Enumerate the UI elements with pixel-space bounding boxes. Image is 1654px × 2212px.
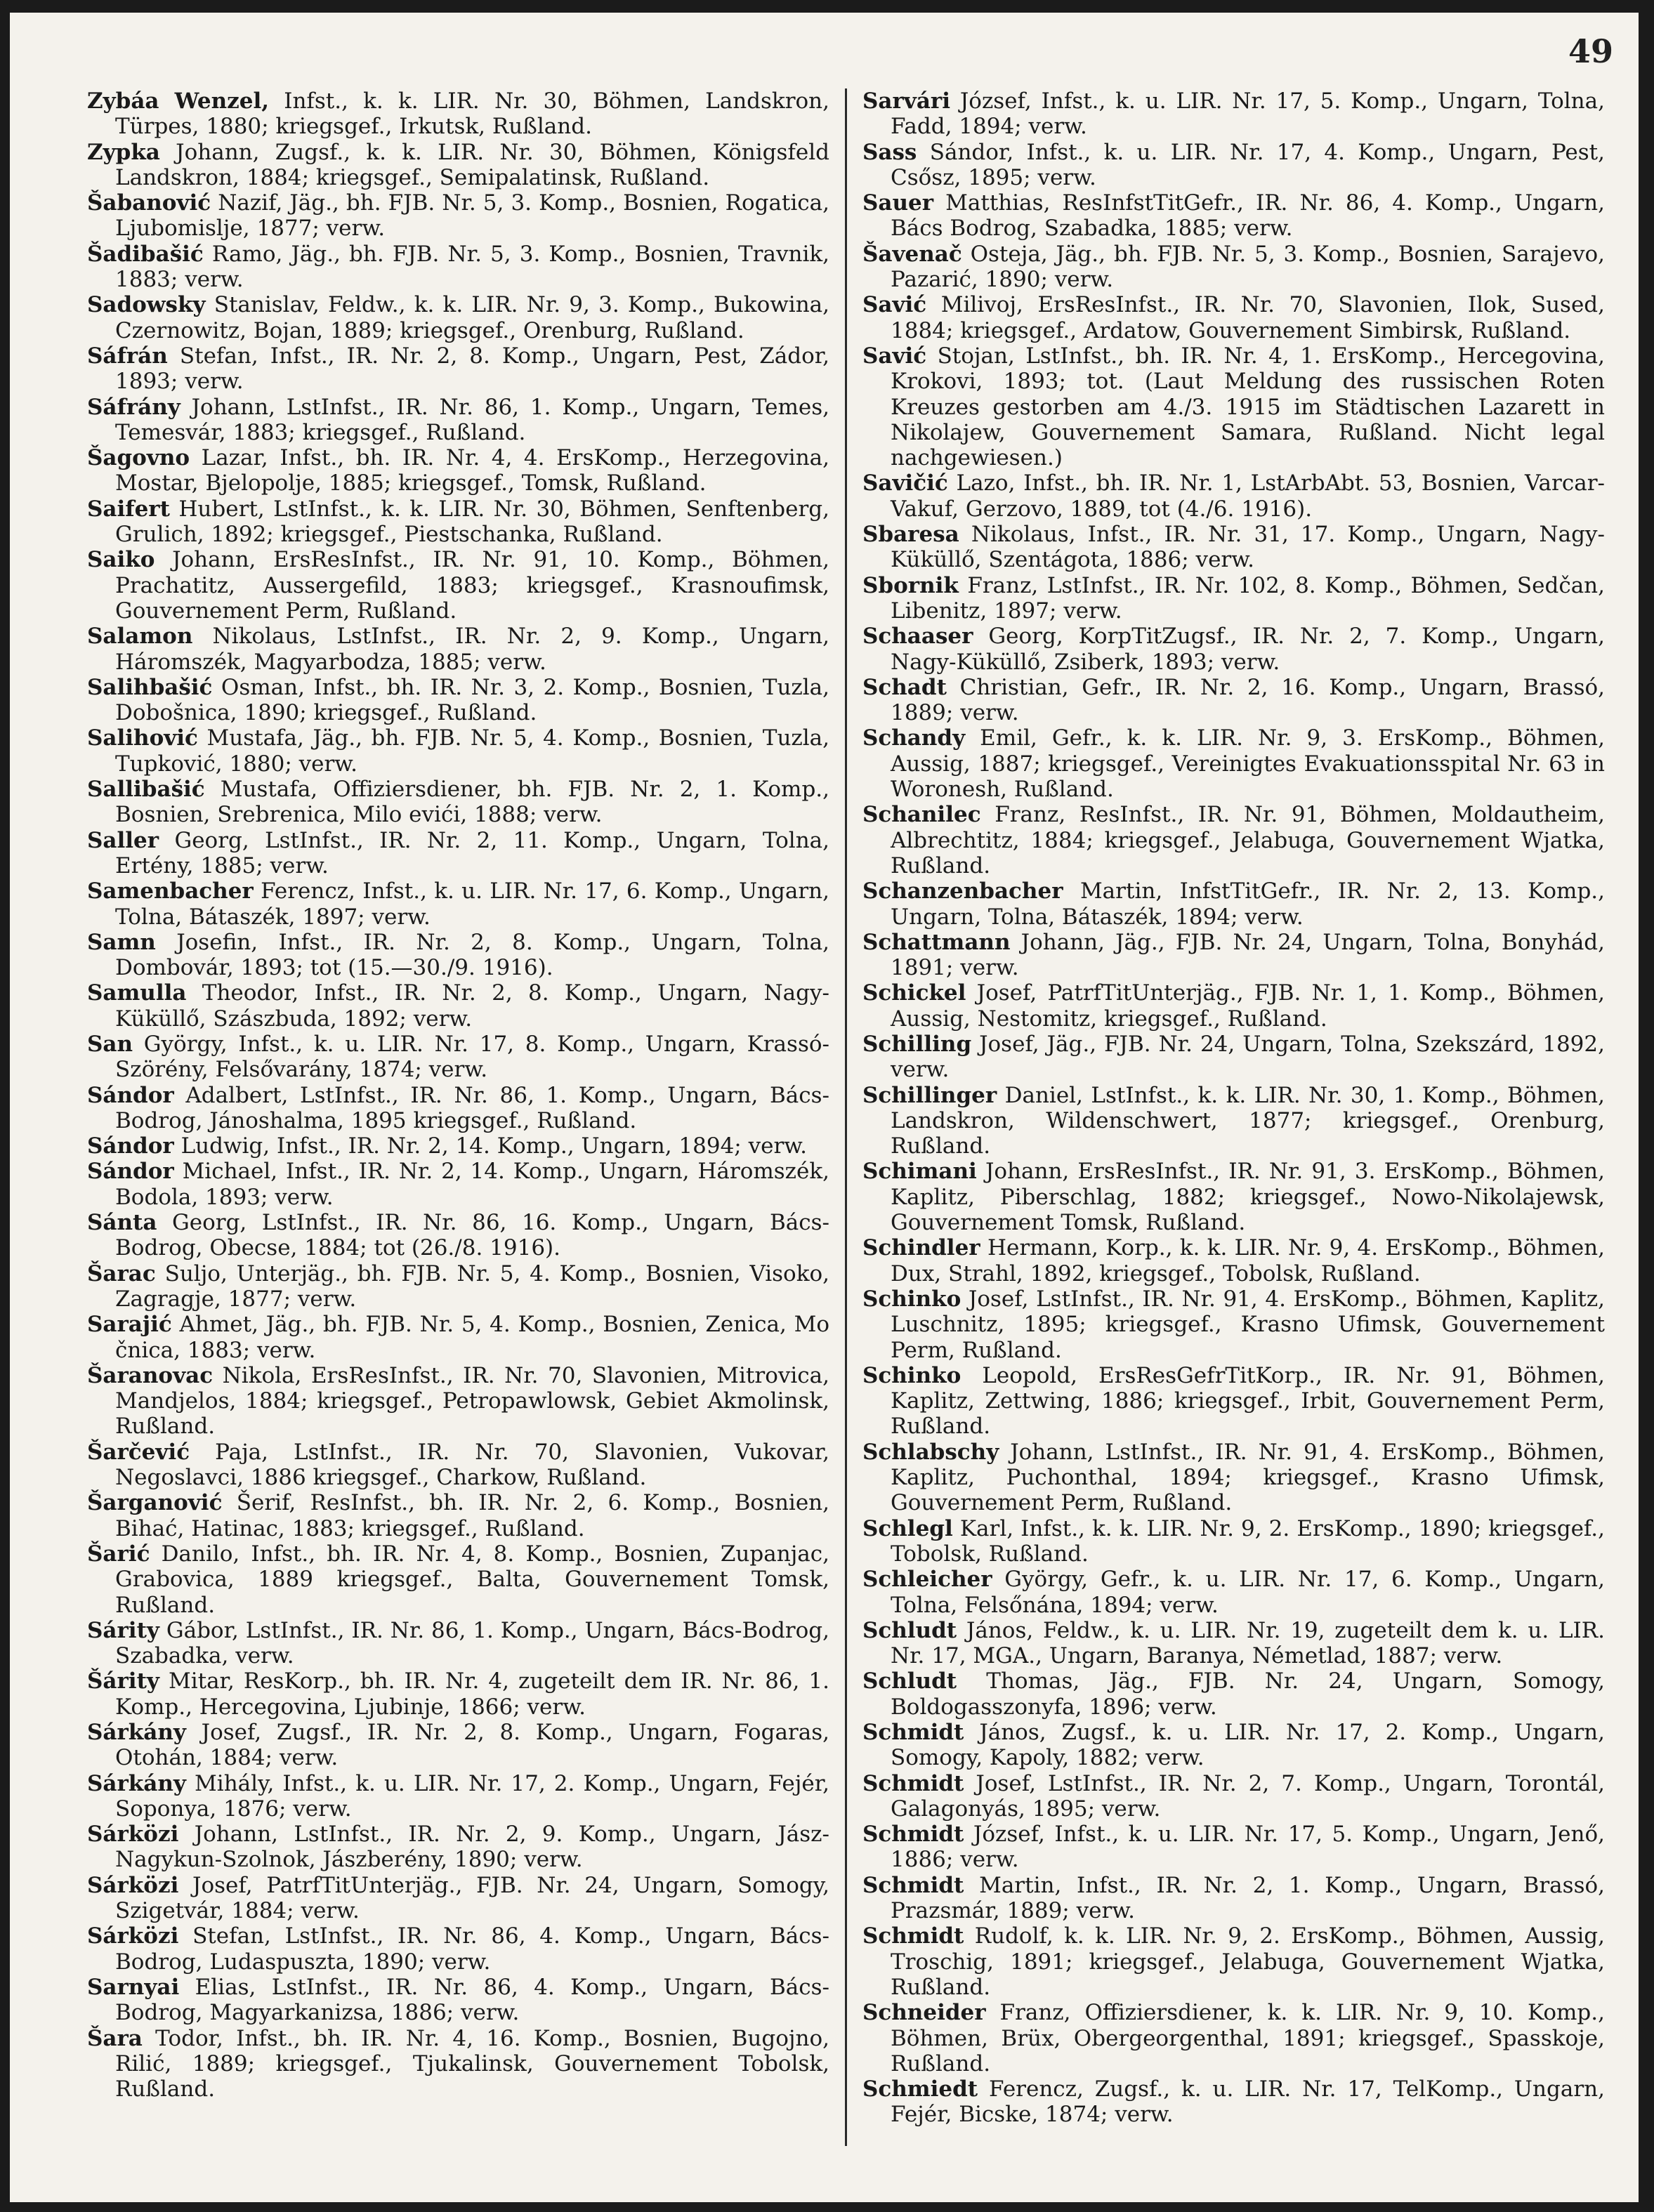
register-entry — [862, 292, 1605, 343]
entry-surname: Schaaser — [862, 624, 973, 650]
entry-surname: Samulla — [87, 980, 187, 1006]
entry-details: Johann, Zugsf., k. k. LIR. Nr. 30, Böhmen, Königsfeld Landskron, 1884; kriegsgef., Semipalatinsk, Rußland. — [115, 139, 829, 190]
register-entry — [87, 1771, 829, 1822]
register-entry — [87, 140, 829, 191]
entry-surname: Šarić — [87, 1541, 150, 1567]
entry-surname: Sass — [862, 139, 917, 165]
entry-surname: Sárity — [87, 1617, 159, 1643]
register-entry — [87, 624, 829, 675]
entry-details: Thomas, Jäg., FJB. Nr. 24, Ungarn, Somogy, Boldogasszonyfa, 1896; verw. — [891, 1668, 1605, 1720]
entry-details: János, Feldw., k. u. LIR. Nr. 19, zugeteilt dem k. u. LIR. Nr. 17, MGA., Ungarn, Baranya, Németlad, 1887; verw. — [891, 1617, 1605, 1669]
register-entry — [87, 292, 829, 343]
register-entry — [87, 88, 829, 140]
entry-surname: Samenbacher — [87, 878, 254, 904]
entry-surname: Sallibašić — [87, 777, 205, 803]
entry-surname: Schadt — [862, 674, 947, 700]
entry-surname: Sarnyai — [87, 1974, 180, 2000]
register-entry — [87, 1720, 829, 1771]
entry-surname: Sárközi — [87, 1872, 179, 1898]
register-entry — [862, 190, 1605, 242]
register-entry — [862, 140, 1605, 191]
entry-details: Leopold, ErsResGefrTitKorp., IR. Nr. 91, Böhmen, Kaplitz, Zettwing, 1886; kriegsgef., Irbit, Gouvernement Perm, Rußland. — [891, 1362, 1605, 1440]
entry-details: Rudolf, k. k. LIR. Nr. 9, 2. ErsKomp., Böhmen, Aussig, Troschig, 1891; kriegsgef., Jelabuga, Gouvernement Wjatka, Rußland. — [891, 1923, 1605, 2000]
entry-details: Johann, ErsResInfst., IR. Nr. 91, 3. ErsKomp., Böhmen, Kaplitz, Piberschlag, 1882; kriegsgef., Nowo-Nikolajewsk, Gouvernement Tomsk, Rußland. — [891, 1159, 1605, 1236]
entry-surname: Schmidt — [862, 1770, 964, 1796]
entry-surname: Šara — [87, 2025, 143, 2051]
entry-details: Johann, Jäg., FJB. Nr. 24, Ungarn, Tolna, Bonyhád, 1891; verw. — [891, 929, 1605, 981]
register-entry — [87, 878, 829, 930]
register-entry — [862, 624, 1605, 675]
entry-details: Josef, Jäg., FJB. Nr. 24, Ungarn, Tolna, Szekszárd, 1892, verw. — [891, 1031, 1605, 1083]
register-entry — [862, 1516, 1605, 1567]
register-entry — [87, 1440, 829, 1491]
register-entry — [87, 1873, 829, 1924]
columns — [87, 88, 1605, 2146]
entry-surname: Sánta — [87, 1210, 157, 1236]
register-entry — [87, 828, 829, 879]
entry-details: Michael, Infst., IR. Nr. 2, 14. Komp., Ungarn, Háromszék, Bodola, 1893; verw. — [115, 1159, 830, 1210]
register-entry — [87, 395, 829, 446]
entry-surname: Sándor — [87, 1159, 174, 1185]
entry-details: Mustafa, Offiziersdiener, bh. FJB. Nr. 2, 1. Komp., Bosnien, Srebrenica, Milo evići, 1888; verw. — [115, 777, 830, 828]
register-entry — [87, 547, 829, 624]
entry-details: Josefin, Infst., IR. Nr. 2, 8. Komp., Ungarn, Tolna, Dombovár, 1893; tot (15.—30./9. 1916). — [115, 929, 830, 981]
entry-details: Šerif, ResInfst., bh. IR. Nr. 2, 6. Komp., Bosnien, Bihać, Hatinac, 1883; kriegsgef., Rußland. — [115, 1490, 829, 1541]
register-entry — [862, 725, 1605, 802]
entry-surname: Schillinger — [862, 1082, 997, 1108]
entry-details: Lazar, Infst., bh. IR. Nr. 4, 4. ErsKomp., Herzegovina, Mostar, Bjelopolje, 1885; kriegsgef., Tomsk, Rußland. — [115, 445, 829, 496]
entry-surname: Schmiedt — [862, 2076, 978, 2102]
register-entry — [862, 1159, 1605, 1235]
entry-details: Stefan, LstInfst., IR. Nr. 86, 4. Komp., Ungarn, Bács-Bodrog, Ludaspuszta, 1890; verw. — [115, 1923, 829, 1975]
entry-details: Josef, LstInfst., IR. Nr. 91, 4. ErsKomp., Böhmen, Kaplitz, Luschnitz, 1895; kriegsgef., Krasno Ufimsk, Gouvernement Perm, Rußland. — [891, 1286, 1605, 1363]
entry-surname: Saiko — [87, 547, 155, 573]
entry-surname: Schludt — [862, 1617, 957, 1643]
register-entry — [862, 1286, 1605, 1363]
entry-surname: Schinko — [862, 1362, 961, 1388]
entry-surname: Šagovno — [87, 445, 190, 471]
entry-details: Johann, ErsResInfst., IR. Nr. 91, 10. Komp., Böhmen, Prachatitz, Aussergefild, 1883; kriegsgef., Krasnoufimsk, Gouvernement Perm, Rußland. — [115, 547, 829, 624]
entry-details: Georg, KorpTitZugsf., IR. Nr. 2, 7. Komp., Ungarn, Nagy-Küküllő, Zsiberk, 1893; verw. — [891, 624, 1605, 675]
entry-details: Emil, Gefr., k. k. LIR. Nr. 9, 3. ErsKomp., Böhmen, Aussig, 1887; kriegsgef., Vereinigtes Evakuationsspital Nr. 63 in Woronesh, Rußland. — [891, 725, 1605, 803]
entry-surname: Šavenač — [862, 241, 962, 267]
entry-details: Nazif, Jäg., bh. FJB. Nr. 5, 3. Komp., Bosnien, Rogatica, Ljubomislje, 1877; verw. — [115, 190, 829, 242]
entry-surname: Salihbašić — [87, 674, 213, 700]
entry-surname: Šárity — [87, 1668, 159, 1694]
entry-surname: Šarac — [87, 1260, 156, 1286]
entry-surname: Savić — [862, 292, 927, 318]
entry-details: Georg, LstInfst., IR. Nr. 86, 16. Komp., Ungarn, Bács-Bodrog, Obecse, 1884; tot (26./8. 1916). — [115, 1210, 829, 1261]
register-entry — [862, 1822, 1605, 1873]
entry-details: Suljo, Unterjäg., bh. FJB. Nr. 5, 4. Komp., Bosnien, Visoko, Zagragje, 1877; verw. — [115, 1260, 829, 1312]
entry-details: Franz, ResInfst., IR. Nr. 91, Böhmen, Moldautheim, Albrechtitz, 1884; kriegsgef., Jelabuga, Gouvernement Wjatka, Rußland. — [891, 802, 1605, 878]
right-column — [845, 88, 1605, 2146]
register-entry — [862, 1771, 1605, 1822]
entry-surname: Salamon — [87, 624, 193, 650]
entry-surname: Schindler — [862, 1235, 980, 1261]
register-entry — [87, 1541, 829, 1618]
register-entry — [862, 1923, 1605, 2000]
register-entry — [862, 88, 1605, 140]
register-entry — [87, 1083, 829, 1134]
register-entry — [87, 1210, 829, 1261]
entry-surname: Saller — [87, 827, 159, 853]
register-entry — [862, 1567, 1605, 1618]
entry-surname: Zypka — [87, 139, 160, 165]
entry-details: János, Zugsf., k. u. LIR. Nr. 17, 2. Komp., Ungarn, Somogy, Kapoly, 1882; verw. — [891, 1720, 1605, 1771]
entry-surname: Šadibašić — [87, 241, 204, 267]
entry-details: Mitar, ResKorp., bh. IR. Nr. 4, zugeteilt dem IR. Nr. 86, 1. Komp., Hercegovina, Ljubinje, 1866; verw. — [115, 1668, 829, 1720]
register-entry — [87, 1490, 829, 1541]
entry-details: Nikolaus, LstInfst., IR. Nr. 2, 9. Komp., Ungarn, Háromszék, Magyarbodza, 1885; verw. — [115, 624, 829, 675]
entry-surname: Schmidt — [862, 1923, 964, 1949]
entry-details: Mustafa, Jäg., bh. FJB. Nr. 5, 4. Komp., Bosnien, Tuzla, Tupković, 1880; verw. — [115, 725, 829, 777]
entry-surname: Sadowsky — [87, 292, 206, 318]
register-entry — [862, 1873, 1605, 1924]
entry-details: Adalbert, LstInfst., IR. Nr. 86, 1. Komp., Ungarn, Bács-Bodrog, Jánoshalma, 1895 kriegsgef., Rußland. — [115, 1082, 830, 1133]
entry-surname: Sárközi — [87, 1822, 179, 1848]
register-entry — [87, 1975, 829, 2026]
register-entry — [87, 725, 829, 777]
register-entry — [87, 1923, 829, 1975]
entry-details: Stanislav, Feldw., k. k. LIR. Nr. 9, 3. Komp., Bukowina, Czernowitz, Bojan, 1889; kriegsgef., Orenburg, Rußland. — [115, 292, 830, 343]
entry-details: Ahmet, Jäg., bh. FJB. Nr. 5, 4. Komp., Bosnien, Zenica, Mo čnica, 1883; verw. — [115, 1312, 829, 1363]
entry-surname: Schandy — [862, 725, 966, 751]
register-entry — [862, 1235, 1605, 1286]
register-entry — [87, 675, 829, 726]
register-entry — [862, 573, 1605, 624]
entry-surname: Schmidt — [862, 1872, 964, 1898]
entry-details: Infst., k. k. LIR. Nr. 30, Böhmen, Landskron, Türpes, 1880; kriegsgef., Irkutsk, Rußland. — [115, 88, 829, 140]
entry-details: Martin, Infst., IR. Nr. 2, 1. Komp., Ungarn, Brassó, Prazsmár, 1889; verw. — [891, 1872, 1605, 1924]
register-entry — [87, 1261, 829, 1312]
register-entry — [862, 1618, 1605, 1669]
register-entry — [87, 1363, 829, 1440]
entry-details: Nikolaus, Infst., IR. Nr. 31, 17. Komp., Ungarn, Nagy-Küküllő, Szentágota, 1886; verw. — [891, 522, 1605, 573]
entry-details: Josef, PatrfTitUnterjäg., FJB. Nr. 24, Ungarn, Somogy, Szigetvár, 1884; verw. — [115, 1872, 830, 1924]
entry-surname: Savić — [862, 343, 927, 369]
entry-surname: Schludt — [862, 1668, 957, 1694]
register-entry — [862, 675, 1605, 726]
entry-details: József, Infst., k. u. LIR. Nr. 17, 5. Komp., Ungarn, Tolna, Fadd, 1894; verw. — [891, 88, 1605, 140]
register-entry — [862, 522, 1605, 573]
entry-details: Sándor, Infst., k. u. LIR. Nr. 17, 4. Komp., Ungarn, Pest, Csősz, 1895; verw. — [891, 139, 1605, 190]
entry-details: Milivoj, ErsResInfst., IR. Nr. 70, Slavonien, Ilok, Sused, 1884; kriegsgef., Ardatow, Gouvernement Simbirsk, Rußland. — [891, 292, 1605, 343]
entry-surname: Sáfrán — [87, 343, 168, 369]
entry-details: Georg, LstInfst., IR. Nr. 2, 11. Komp., Ungarn, Tolna, Ertény, 1885; verw. — [115, 827, 829, 878]
register-entry — [87, 1159, 829, 1210]
entry-details: Elias, LstInfst., IR. Nr. 86, 4. Komp., Ungarn, Bács-Bodrog, Magyarkanizsa, 1886; verw. — [115, 1974, 829, 2026]
register-entry — [862, 1083, 1605, 1159]
entry-details: Gábor, LstInfst., IR. Nr. 86, 1. Komp., Ungarn, Bács-Bodrog, Szabadka, verw. — [115, 1617, 829, 1669]
register-entry — [87, 1032, 829, 1083]
entry-details: Osteja, Jäg., bh. FJB. Nr. 5, 3. Komp., Bosnien, Sarajevo, Pazarić, 1890; verw. — [891, 241, 1605, 293]
entry-surname: Šabanović — [87, 190, 211, 216]
register-entry — [87, 1618, 829, 1669]
entry-details: Osman, Infst., bh. IR. Nr. 3, 2. Komp., Bosnien, Tuzla, Dobošnica, 1890; kriegsgef., Rußland. — [115, 674, 829, 726]
entry-surname: Schneider — [862, 2000, 986, 2026]
register-entry — [87, 1668, 829, 1720]
entry-details: Franz, Offiziersdiener, k. k. LIR. Nr. 9, 10. Komp., Böhmen, Brüx, Obergeorgenthal, 1891; kriegsgef., Spasskoje, Rußland. — [891, 2000, 1605, 2076]
register-entry — [862, 1668, 1605, 1720]
entry-details: Matthias, ResInfstTitGefr., IR. Nr. 86, 4. Komp., Ungarn, Bács Bodrog, Szabadka, 1885; verw. — [891, 190, 1605, 242]
entry-surname: Sarvári — [862, 88, 951, 114]
entry-surname: Sárkány — [87, 1770, 186, 1796]
entry-details: György, Gefr., k. u. LIR. Nr. 17, 6. Komp., Ungarn, Tolna, Felsőnána, 1894; verw. — [891, 1567, 1605, 1618]
entry-details: Mihály, Infst., k. u. LIR. Nr. 17, 2. Komp., Ungarn, Fejér, Soponya, 1876; verw. — [115, 1770, 830, 1822]
entry-surname: Schleicher — [862, 1567, 992, 1593]
entry-surname: Schimani — [862, 1159, 977, 1185]
page-number: 49 — [1568, 32, 1613, 70]
entry-details: Franz, LstInfst., IR. Nr. 102, 8. Komp., Böhmen, Sedčan, Libenitz, 1897; verw. — [891, 572, 1605, 624]
register-entry — [87, 1822, 829, 1873]
register-entry — [862, 1363, 1605, 1440]
entry-surname: Schanzenbacher — [862, 878, 1063, 904]
register-entry — [87, 1133, 829, 1159]
entry-details: Johann, LstInfst., IR. Nr. 86, 1. Komp., Ungarn, Temes, Temesvár, 1883; kriegsgef., Rußland. — [115, 394, 829, 445]
entry-surname: Sarajić — [87, 1312, 172, 1338]
register-entry — [87, 2026, 829, 2102]
register-entry — [862, 1720, 1605, 1771]
register-entry — [862, 242, 1605, 293]
register-entry — [862, 343, 1605, 470]
entry-surname: Schlabschy — [862, 1439, 999, 1465]
register-entry — [862, 878, 1605, 930]
left-column — [87, 88, 845, 2146]
entry-details: Theodor, Infst., IR. Nr. 2, 8. Komp., Ungarn, Nagy-Küküllő, Szászbuda, 1892; verw. — [115, 980, 829, 1032]
entry-details: József, Infst., k. u. LIR. Nr. 17, 5. Komp., Ungarn, Jenő, 1886; verw. — [891, 1822, 1605, 1873]
register-entry — [87, 242, 829, 293]
entry-details: Martin, InfstTitGefr., IR. Nr. 2, 13. Komp., Ungarn, Tolna, Bátaszék, 1894; verw. — [891, 878, 1605, 930]
entry-details: György, Infst., k. u. LIR. Nr. 17, 8. Komp., Ungarn, Krassó-Szörény, Felsővarány, 1874; verw. — [115, 1031, 829, 1083]
register-entry — [87, 777, 829, 828]
entry-surname: Sbaresa — [862, 522, 959, 548]
entry-surname: Sándor — [87, 1082, 174, 1108]
entry-surname: Sauer — [862, 190, 934, 216]
entry-surname: Saifert — [87, 496, 170, 522]
entry-surname: Schlegl — [862, 1515, 953, 1541]
register-entry — [87, 445, 829, 496]
register-entry — [862, 1032, 1605, 1083]
register-entry — [87, 980, 829, 1032]
entry-surname: Samn — [87, 929, 156, 955]
entry-details: Hermann, Korp., k. k. LIR. Nr. 9, 4. ErsKomp., Böhmen, Dux, Strahl, 1892, kriegsgef., Tobolsk, Rußland. — [891, 1235, 1605, 1286]
entry-details: Stojan, LstInfst., bh. IR. Nr. 4, 1. ErsKomp., Hercegovina, Krokovi, 1893; tot. (Laut Meldung des russischen Roten Kreuzes gestorben am 4./3. 1915 im Städtischen Lazarett in Nikolajew, Gouvernement Samara, Rußland. Nicht legal nachgewiesen.) — [891, 343, 1605, 471]
entry-details: Johann, LstInfst., IR. Nr. 2, 9. Komp., Ungarn, Jász-Nagykun-Szolnok, Jászberény, 1890; verw. — [115, 1822, 829, 1873]
register-entry — [87, 343, 829, 395]
entry-surname: Zybáa Wenzel, — [87, 88, 270, 114]
register-entry — [862, 1440, 1605, 1516]
register-entry — [87, 190, 829, 242]
register-entry — [862, 980, 1605, 1032]
entry-surname: Šarganović — [87, 1490, 223, 1516]
entry-surname: Schmidt — [862, 1822, 964, 1848]
entry-details: Nikola, ErsResInfst., IR. Nr. 70, Slavonien, Mitrovica, Mandjelos, 1884; kriegsgef., Petropawlowsk, Gebiet Akmolinsk, Rußland. — [115, 1362, 829, 1440]
register-entry — [862, 470, 1605, 522]
entry-surname: Šarčević — [87, 1439, 190, 1465]
entry-details: Ferencz, Zugsf., k. u. LIR. Nr. 17, TelKomp., Ungarn, Fejér, Bicske, 1874; verw. — [891, 2076, 1605, 2128]
register-entry — [862, 802, 1605, 878]
register-entry — [862, 2076, 1605, 2128]
entry-surname: Schmidt — [862, 1720, 964, 1745]
entry-details: Paja, LstInfst., IR. Nr. 70, Slavonien, Vukovar, Negoslavci, 1886 kriegsgef., Charkow, Rußland. — [115, 1439, 829, 1491]
entry-details: Daniel, LstInfst., k. k. LIR. Nr. 30, 1. Komp., Böhmen, Landskron, Wildenschwert, 1877; kriegsgef., Orenburg, Rußland. — [891, 1082, 1605, 1159]
entry-details: Christian, Gefr., IR. Nr. 2, 16. Komp., Ungarn, Brassó, 1889; verw. — [891, 674, 1605, 726]
entry-details: Danilo, Infst., bh. IR. Nr. 4, 8. Komp., Bosnien, Zupanjac, Grabovica, 1889 kriegsgef., Balta, Gouvernement Tomsk, Rußland. — [115, 1541, 829, 1618]
entry-details: Hubert, LstInfst., k. k. LIR. Nr. 30, Böhmen, Senftenberg, Grulich, 1892; kriegsgef., Piestschanka, Rußland. — [115, 496, 830, 548]
entry-details: Ferencz, Infst., k. u. LIR. Nr. 17, 6. Komp., Ungarn, Tolna, Bátaszék, 1897; verw. — [115, 878, 830, 930]
entry-surname: San — [87, 1031, 133, 1057]
entry-details: Josef, LstInfst., IR. Nr. 2, 7. Komp., Ungarn, Torontál, Galagonyás, 1895; verw. — [891, 1770, 1605, 1822]
entry-surname: Sándor — [87, 1133, 174, 1159]
entry-surname: Salihović — [87, 725, 198, 751]
entry-details: Karl, Infst., k. k. LIR. Nr. 9, 2. ErsKomp., 1890; kriegsgef., Tobolsk, Rußland. — [891, 1515, 1605, 1567]
register-entry — [87, 930, 829, 981]
entry-surname: Schickel — [862, 980, 966, 1006]
register-entry — [862, 2000, 1605, 2076]
entry-surname: Sárkány — [87, 1720, 186, 1745]
entry-details: Ludwig, Infst., IR. Nr. 2, 14. Komp., Ungarn, 1894; verw. — [181, 1133, 807, 1159]
register-entry — [87, 496, 829, 548]
entry-surname: Schattmann — [862, 929, 1011, 955]
register-entry — [862, 930, 1605, 981]
entry-details: Lazo, Infst., bh. IR. Nr. 1, LstArbAbt. 53, Bosnien, Varcar-Vakuf, Gerzovo, 1889, tot (4./6. 1916). — [891, 470, 1605, 522]
entry-details: Ramo, Jäg., bh. FJB. Nr. 5, 3. Komp., Bosnien, Travnik, 1883; verw. — [115, 241, 829, 293]
entry-details: Josef, Zugsf., IR. Nr. 2, 8. Komp., Ungarn, Fogaras, Otohán, 1884; verw. — [115, 1720, 829, 1771]
entry-surname: Savičić — [862, 470, 948, 496]
entry-surname: Schinko — [862, 1286, 961, 1312]
entry-surname: Sárközi — [87, 1923, 179, 1949]
entry-surname: Schanilec — [862, 802, 981, 828]
register-entry — [87, 1312, 829, 1363]
entry-details: Josef, PatrfTitUnterjäg., FJB. Nr. 1, 1. Komp., Böhmen, Aussig, Nestomitz, kriegsgef., Rußland. — [891, 980, 1605, 1032]
entry-surname: Sáfrány — [87, 394, 181, 420]
entry-surname: Šaranovac — [87, 1362, 214, 1388]
entry-details: Johann, LstInfst., IR. Nr. 91, 4. ErsKomp., Böhmen, Kaplitz, Puchonthal, 1894; kriegsgef., Krasno Ufimsk, Gouvernement Perm, Rußland. — [891, 1439, 1605, 1516]
entry-surname: Schilling — [862, 1031, 972, 1057]
entry-details: Todor, Infst., bh. IR. Nr. 4, 16. Komp., Bosnien, Bugojno, Rilić, 1889; kriegsgef., Tjukalinsk, Gouvernement Tobolsk, Rußland. — [115, 2025, 829, 2102]
entry-surname: Sbornik — [862, 572, 959, 598]
entry-details: Stefan, Infst., IR. Nr. 2, 8. Komp., Ungarn, Pest, Zádor, 1893; verw. — [115, 343, 829, 395]
